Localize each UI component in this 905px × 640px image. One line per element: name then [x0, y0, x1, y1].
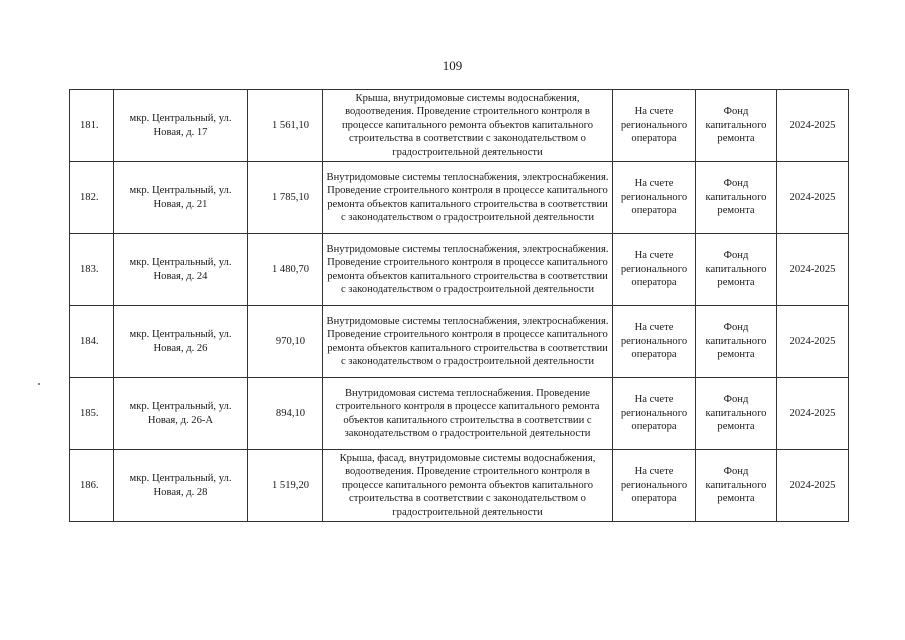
- table-row: [70, 162, 849, 234]
- works-cell: Внутридомовая система теплоснабжения. Проведение строительного контроля в процессе капитального ремонта объектов капитального строительства в соответствии с законодательством о градостроительной деятельности: [323, 378, 613, 450]
- address-cell: мкр. Центральный, ул. Новая, д. 24: [114, 234, 248, 306]
- scan-speck: [38, 383, 40, 385]
- account-cell: На счете регионального оператора: [613, 90, 696, 162]
- area-cell: 1 480,70: [248, 234, 323, 306]
- fund-cell: Фонд капитального ремонта: [696, 450, 777, 522]
- address-cell: мкр. Центральный, ул. Новая, д. 17: [114, 90, 248, 162]
- works-cell: Внутридомовые системы теплоснабжения, электроснабжения. Проведение строительного контроля в процессе капитального ремонта объектов капитального строительства в соответствии с законодательством о градостроительной деятельности: [323, 162, 613, 234]
- period-cell: 2024-2025: [777, 378, 849, 450]
- account-cell: На счете регионального оператора: [613, 378, 696, 450]
- table-row: [70, 378, 849, 450]
- account-cell: На счете регионального оператора: [613, 162, 696, 234]
- period-cell: 2024-2025: [777, 162, 849, 234]
- row-number: 181.: [70, 90, 114, 162]
- row-number: 186.: [70, 450, 114, 522]
- works-cell: Крыша, фасад, внутридомовые системы водоснабжения, водоотведения. Проведение строительного контроля в процессе капитального ремонта объектов капитального строительства в соответствии с законодательством о градостроительной деятельности: [323, 450, 613, 522]
- table-row: [70, 90, 849, 162]
- repair-program-table: [69, 89, 849, 522]
- account-cell: На счете регионального оператора: [613, 234, 696, 306]
- area-cell: 1 561,10: [248, 90, 323, 162]
- table-row: [70, 450, 849, 522]
- address-cell: мкр. Центральный, ул. Новая, д. 28: [114, 450, 248, 522]
- area-cell: 894,10: [248, 378, 323, 450]
- area-cell: 970,10: [248, 306, 323, 378]
- period-cell: 2024-2025: [777, 234, 849, 306]
- page-number: 109: [442, 58, 463, 73]
- works-cell: Внутридомовые системы теплоснабжения, электроснабжения. Проведение строительного контроля в процессе капитального ремонта объектов капитального строительства в соответствии с законодательством о градостроительной деятельности: [323, 234, 613, 306]
- row-number: 185.: [70, 378, 114, 450]
- fund-cell: Фонд капитального ремонта: [696, 234, 777, 306]
- period-cell: 2024-2025: [777, 90, 849, 162]
- area-cell: 1 519,20: [248, 450, 323, 522]
- row-number: 183.: [70, 234, 114, 306]
- fund-cell: Фонд капитального ремонта: [696, 162, 777, 234]
- works-cell: Крыша, внутридомовые системы водоснабжения, водоотведения. Проведение строительного контроля в процессе капитального ремонта объектов капитального строительства в соответствии с законодательством о градостроительной деятельности: [323, 90, 613, 162]
- address-cell: мкр. Центральный, ул. Новая, д. 26-А: [114, 378, 248, 450]
- fund-cell: Фонд капитального ремонта: [696, 90, 777, 162]
- fund-cell: Фонд капитального ремонта: [696, 306, 777, 378]
- area-cell: 1 785,10: [248, 162, 323, 234]
- address-cell: мкр. Центральный, ул. Новая, д. 26: [114, 306, 248, 378]
- row-number: 184.: [70, 306, 114, 378]
- account-cell: На счете регионального оператора: [613, 450, 696, 522]
- fund-cell: Фонд капитального ремонта: [696, 378, 777, 450]
- table-row: [70, 306, 849, 378]
- works-cell: Внутридомовые системы теплоснабжения, электроснабжения. Проведение строительного контроля в процессе капитального ремонта объектов капитального строительства в соответствии с законодательством о градостроительной деятельности: [323, 306, 613, 378]
- account-cell: На счете регионального оператора: [613, 306, 696, 378]
- address-cell: мкр. Центральный, ул. Новая, д. 21: [114, 162, 248, 234]
- period-cell: 2024-2025: [777, 306, 849, 378]
- period-cell: 2024-2025: [777, 450, 849, 522]
- row-number: 182.: [70, 162, 114, 234]
- table-row: [70, 234, 849, 306]
